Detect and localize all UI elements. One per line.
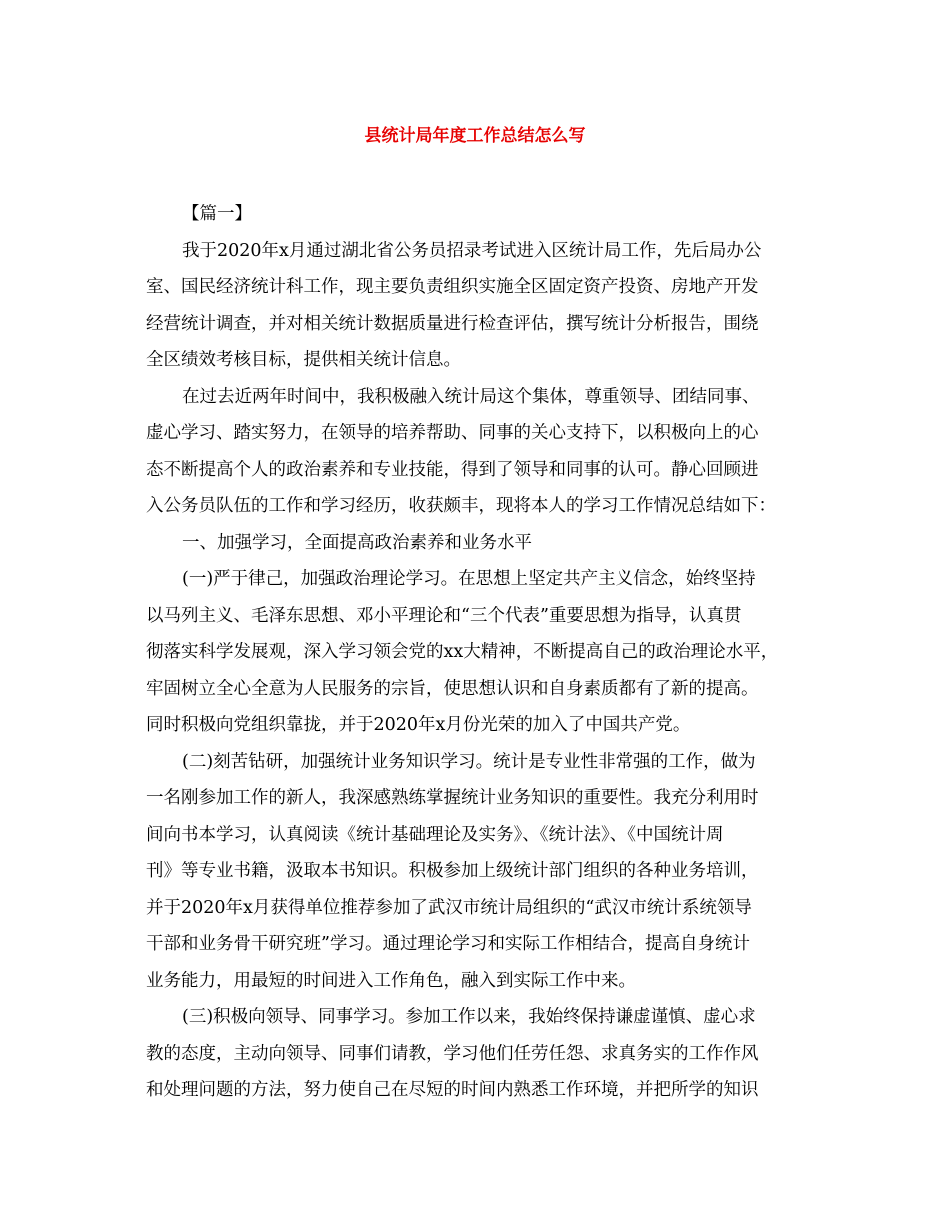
text-line: 一、加强学习，全面提高政治素养和业务水平: [182, 532, 532, 553]
text-line: (二)刻苦钻研，加强统计业务知识学习。统计是专业性非常强的工作，做为: [182, 751, 756, 772]
text-line: 入公务员队伍的工作和学习经历，收获颇丰，现将本人的学习工作情况总结如下：: [146, 496, 776, 516]
text-line: 牢固树立全心全意为人民服务的宗旨，使思想认识和自身素质都有了新的提高。: [146, 678, 759, 699]
text-line: 干部和业务骨干研究班”学习。通过理论学习和实际工作相结合，提高自身统计: [146, 934, 750, 954]
text-line: 刊》等专业书籍，汲取本书知识。积极参加上级统计部门组织的各种业务培训，: [146, 861, 759, 881]
text-line: 经营统计调查，并对相关统计数据质量进行检查评估，撰写统计分析报告，围绕: [146, 313, 759, 334]
text-line: 一名刚参加工作的新人，我深感熟练掌握统计业务知识的重要性。我充分利用时: [146, 788, 759, 808]
document-title: 县统计局年度工作总结怎么写: [364, 126, 586, 146]
text-line: 同时积极向党组织靠拢，并于2020年x月份光荣的加入了中国共产党。: [146, 715, 691, 735]
text-line: (三)积极向领导、同事学习。参加工作以来，我始终保持谦虚谨慎、虚心求: [182, 1007, 756, 1027]
text-line: 彻落实科学发展观，深入学习领会党的xx大精神，不断提高自己的政治理论水平，: [146, 642, 779, 662]
text-line: (一)严于律己，加强政治理论学习。在思想上坚定共产主义信念，始终坚持: [182, 569, 756, 589]
text-line: 间向书本学习，认真阅读《统计基础理论及实务》、《统计法》、《中国统计周: [146, 824, 724, 845]
document-body: [146, 196, 818, 1109]
text-line: 全区绩效考核目标，提供相关统计信息。: [146, 350, 461, 370]
text-line: 态不断提高个人的政治素养和专业技能，得到了领导和同事的认可。静心回顾进: [146, 459, 759, 480]
text-line: 以马列主义、毛泽东思想、邓小平理论和“三个代表”重要思想为指导，认真贯: [146, 605, 742, 626]
text-line: 我于2020年x月通过湖北省公务员招录考试进入区统计局工作，先后局办公: [182, 240, 762, 261]
text-line: 【篇一】: [182, 204, 252, 224]
text-line: 室、国民经济统计科工作，现主要负责组织实施全区固定资产投资、房地产开发: [146, 277, 759, 297]
text-line: 虚心学习、踏实努力，在领导的培养帮助、同事的关心支持下，以积极向上的心: [146, 423, 759, 443]
text-line: 业务能力，用最短的时间进入工作角色，融入到实际工作中来。: [146, 970, 636, 991]
text-line: 并于2020年x月获得单位推荐参加了武汉市统计局组织的“武汉市统计系统领导: [146, 897, 752, 918]
text-line: 在过去近两年时间中，我积极融入统计局这个集体，尊重领导、团结同事、: [182, 386, 760, 407]
text-line: 和处理问题的方法，努力使自己在尽短的时间内熟悉工作环境，并把所学的知识: [146, 1080, 759, 1100]
text-line: 教的态度，主动向领导、同事们请教，学习他们任劳任怨、求真务实的工作作风: [146, 1043, 759, 1064]
